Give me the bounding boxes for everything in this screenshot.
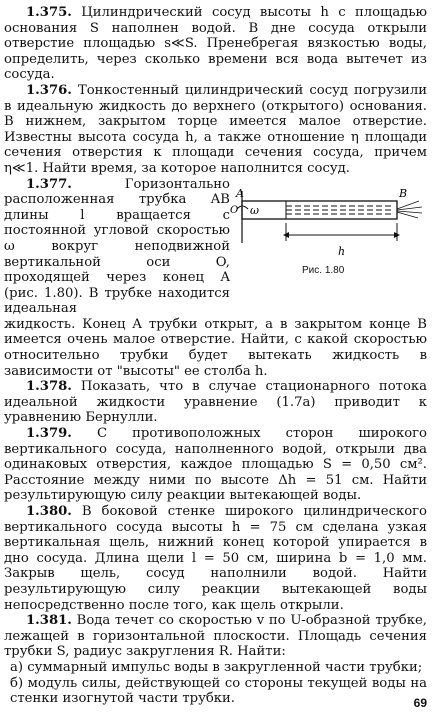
problem-number: 1.380.: [26, 504, 72, 519]
label-A: A: [236, 187, 244, 200]
problem-number: 1.378.: [26, 379, 72, 395]
problem-1376: [4, 83, 427, 177]
problem-number: 1.381.: [26, 613, 72, 629]
label-B: B: [399, 187, 408, 200]
problem-text: С противоположных сторон широкого вертикального сосуда, наполненного водой, открыли два одинаковых отверстия, каждое площадью S = 0,50 см². Расстояние между ними по высоте Δh = 51 см. Найти результирующую силу реакции вытекающей воды.: [4, 426, 427, 504]
list-item: б) модуль силы, действующей со стороны текущей воды на стенки изогнутой части трубки.: [10, 675, 427, 707]
problem-number: 1.377.: [26, 176, 72, 192]
problem-1378: [4, 379, 427, 426]
problem-1381: [4, 613, 427, 660]
problem-number: 1.376.: [26, 82, 72, 98]
problem-1379: [4, 426, 427, 504]
problem-number: 1.375.: [26, 5, 72, 20]
problem-number: 1.379.: [26, 426, 72, 442]
label-O: O: [230, 205, 239, 216]
figure-caption: Рис. 1.80: [302, 265, 345, 276]
label-omega: ω: [250, 204, 259, 217]
problem-text: Показать, что в случае стационарного потока идеальной жидкости уравнение (1.7а) приводит к уравнению Бернулли.: [4, 379, 427, 426]
problems-text: [4, 5, 427, 707]
problem-text: Тонкостенный цилиндрический сосуд погрузили в идеальную жидкость до верхнего (открытого) основания. В нижнем, закрытом торце имеется малое отверстие. Известны высота сосуда h, а также отношение η площади сечения отверстия к площади сечения сосуда, причем η≪1. Найти время, за которое наполнится сосуд.: [4, 82, 427, 176]
outflow-jet: [397, 201, 422, 218]
list-item: а) суммарный импульс воды в закругленной части трубки;: [10, 659, 423, 675]
problem-text: жидкость. Конец A трубки открыт, а в закрытом конце B имеется очень малое отверстие. Найти, с какой скоростью относительно трубки будет вытекать жидкость в зависимости от "высоты" ее столба h.: [4, 316, 427, 379]
problem-1375: [4, 5, 427, 83]
problem-1380: [4, 504, 427, 613]
label-h: h: [338, 245, 346, 258]
page-number: 69: [413, 696, 427, 710]
problem-1381-items: [4, 660, 427, 707]
tube-diagram: [230, 183, 434, 263]
tube: [242, 201, 397, 219]
problem-text: Горизонтально расположенная трубка AB длины l вращается с постоянной угловой скоростью ω вокруг неподвижной вертикальной оси O, проходящей через конец A (рис. 1.80). В трубке находится идеальная: [4, 176, 230, 317]
problem-text: В боковой стенке широкого цилиндрического вертикального сосуда высоты h = 75 см сделана узкая вертикальная щель, нижний конец которой упирается в дно сосуда. Длина щели l = 50 см, ширина b = 1,0 мм. Закрыв щель, сосуд наполнили водой. Найти результирующую силу реакции вытекающей воды непосредственно после того, как щель открыли.: [4, 504, 427, 613]
problem-1377-part2: [4, 317, 427, 379]
problem-text: Вода течет со скоростью v по U-образной трубке, лежащей в горизонтальной плоскости. Площадь сечения трубки S, радиус закругления R. Найти:: [4, 613, 427, 660]
figure-1-80: [230, 183, 434, 278]
problem-1377-part1: [4, 177, 230, 317]
problem-text: Цилиндрический сосуд высоты h с площадью основания S наполнен водой. В дне сосуда открыли отверстие площадью s≪S. Пренебрегая вязкостью воды, определить, через сколько времени вся вода вытечет из сосуда.: [4, 5, 427, 83]
